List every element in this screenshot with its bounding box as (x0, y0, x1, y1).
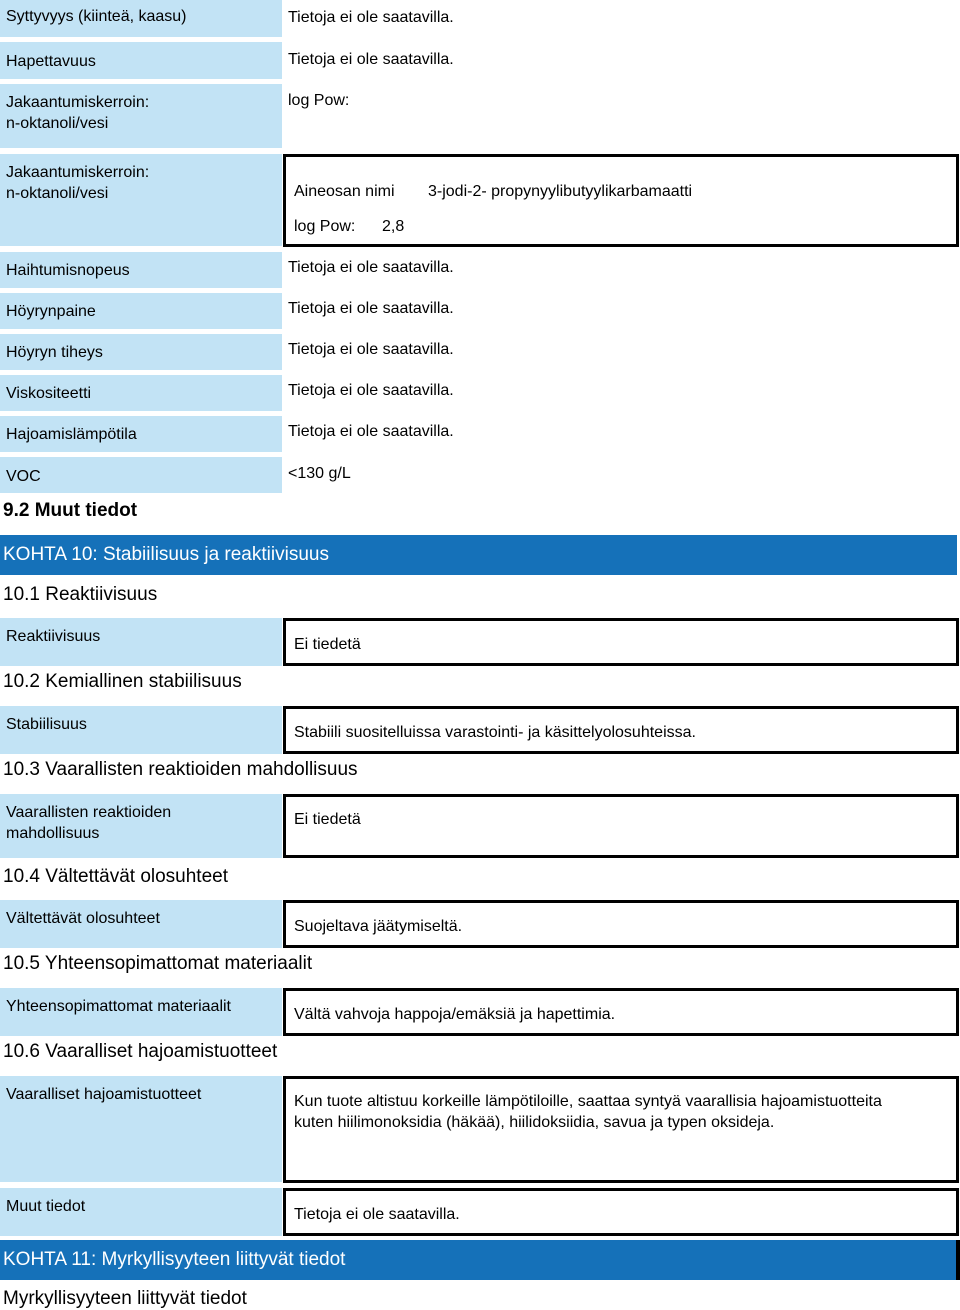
property-value: Tietoja ei ole saatavilla. (288, 300, 454, 317)
property-value: log Pow: (288, 92, 350, 109)
property-label: Yhteensopimattomat materiaalit (0, 988, 282, 1036)
ingredient-label: Aineosan nimi (294, 183, 395, 200)
property-value: Tietoja ei ole saatavilla. (288, 341, 454, 358)
property-value (294, 1091, 959, 1133)
subsection-heading: 10.1 Reaktiivisuus (3, 584, 158, 605)
subsection-heading: 10.3 Vaarallisten reaktioiden mahdollisuus (3, 759, 358, 780)
subsection-heading: Myrkyllisyyteen liittyvät tiedot (3, 1288, 247, 1309)
ingredient-value: 3-jodi-2- propynyylibutyylikarbamaatti (428, 183, 693, 200)
property-label: Haihtumisnopeus (0, 252, 282, 288)
ingredient-box (283, 154, 959, 247)
property-label: Viskositeetti (0, 375, 282, 411)
property-label: Syttyvyys (kiinteä, kaasu) (0, 0, 282, 37)
property-value: Ei tiedetä (294, 811, 361, 828)
property-value: Tietoja ei ole saatavilla. (288, 382, 454, 399)
value-box (283, 1188, 959, 1236)
property-value: Vältä vahvoja happoja/emäksiä ja hapettimia. (294, 1006, 616, 1023)
property-value: <130 g/L (288, 465, 351, 482)
label-line: Jakaantumiskerroin: (6, 94, 150, 111)
value-box (283, 794, 959, 858)
property-value: Suojeltava jäätymiseltä. (294, 918, 463, 935)
property-label (0, 154, 282, 246)
subsection-heading: 10.5 Yhteensopimattomat materiaalit (3, 953, 313, 974)
property-value: Tietoja ei ole saatavilla. (288, 51, 454, 68)
property-label: Höyrynpaine (0, 293, 282, 329)
label-line: Jakaantumiskerroin: (6, 164, 150, 181)
property-label: VOC (0, 457, 282, 493)
subsection-heading: 10.6 Vaaralliset hajoamistuotteet (3, 1041, 278, 1062)
subsection-heading: 10.4 Vältettävät olosuhteet (3, 866, 228, 887)
property-label: Hapettavuus (0, 42, 282, 79)
value-line: Kun tuote altistuu korkeille lämpötiloille, saattaa syntyä vaarallisia hajoamistuotteita (294, 1093, 882, 1110)
property-value: Ei tiedetä (294, 636, 361, 653)
value-box (283, 900, 959, 948)
property-value: Tietoja ei ole saatavilla. (288, 259, 454, 276)
property-value: Stabiili suositelluissa varastointi- ja käsittelyolosuhteissa. (294, 724, 696, 741)
property-value: Tietoja ei ole saatavilla. (288, 9, 454, 26)
label-line: n-oktanoli/vesi (6, 185, 109, 202)
value-box (283, 706, 959, 754)
label-line: n-oktanoli/vesi (6, 115, 109, 132)
value-box (283, 988, 959, 1036)
label-line: Vaarallisten reaktioiden (6, 804, 172, 821)
property-label: Stabiilisuus (0, 706, 282, 754)
property-label (0, 794, 282, 858)
value-box (283, 1076, 959, 1183)
property-label: Muut tiedot (0, 1188, 282, 1236)
logpow-value: 2,8 (382, 218, 405, 235)
section-title: KOHTA 11: Myrkyllisyyteen liittyvät tiedot (0, 1240, 960, 1280)
value-line: kuten hiilimonoksidia (häkää), hiilidoksiidia, savua ja typen oksideja. (294, 1114, 775, 1131)
section-title: KOHTA 10: Stabiilisuus ja reaktiivisuus (0, 535, 957, 575)
subsection-heading: 10.2 Kemiallinen stabiilisuus (3, 671, 242, 692)
value-box (283, 618, 959, 666)
property-label: Höyryn tiheys (0, 334, 282, 370)
label-line: mahdollisuus (6, 825, 100, 842)
subsection-heading: 9.2 Muut tiedot (3, 500, 138, 521)
property-label: Vaaralliset hajoamistuotteet (0, 1076, 282, 1182)
property-label: Hajoamislämpötila (0, 416, 282, 452)
property-label: Vältettävät olosuhteet (0, 900, 282, 948)
property-value: Tietoja ei ole saatavilla. (294, 1206, 460, 1223)
logpow-label: log Pow: (294, 218, 356, 235)
property-label: Reaktiivisuus (0, 618, 282, 666)
property-value: Tietoja ei ole saatavilla. (288, 423, 454, 440)
property-label (0, 84, 282, 148)
